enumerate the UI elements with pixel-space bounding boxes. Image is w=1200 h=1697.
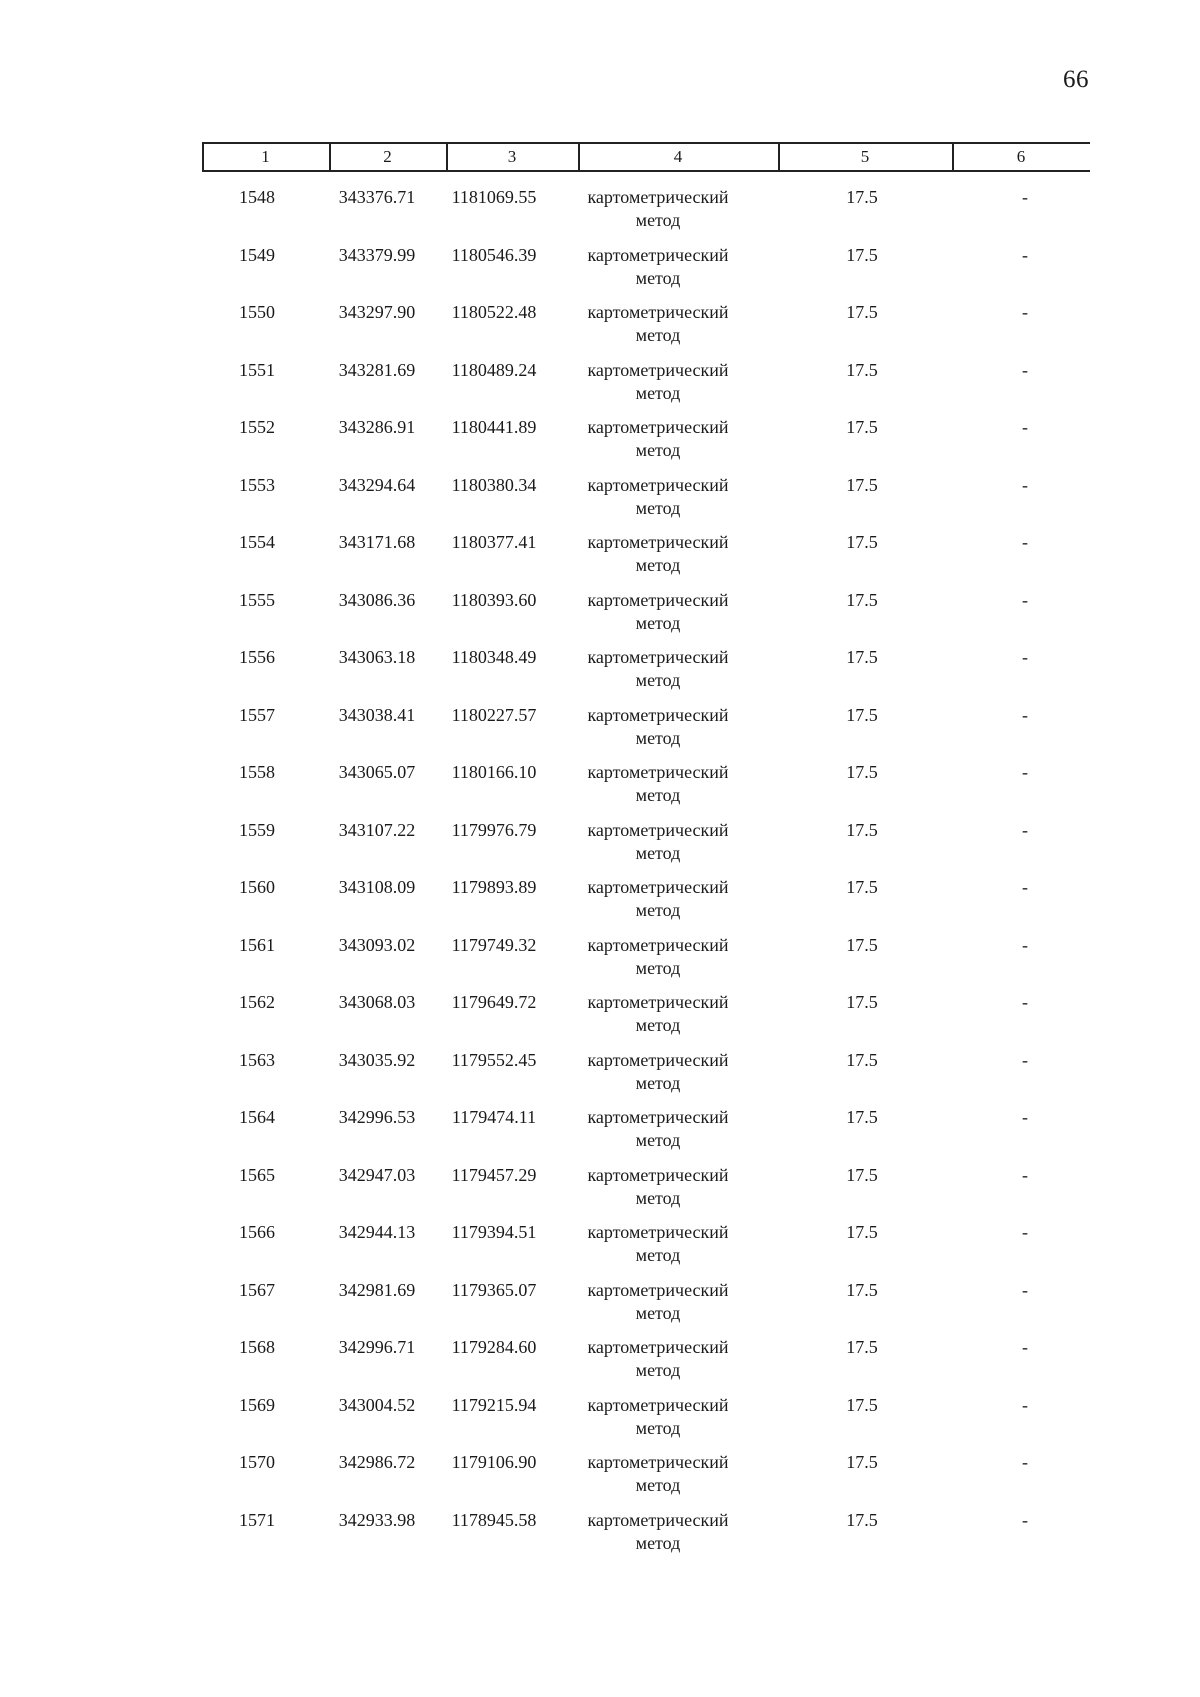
method-line-1: картометрический bbox=[587, 704, 729, 725]
accuracy-value: 17.5 bbox=[846, 1394, 878, 1415]
point-number: 1555 bbox=[239, 589, 275, 610]
note-value: - bbox=[1022, 1222, 1028, 1242]
table-row bbox=[202, 1221, 1090, 1279]
point-number: 1569 bbox=[239, 1394, 275, 1415]
note-value: - bbox=[1022, 934, 1028, 955]
method-line-2: метод bbox=[635, 670, 681, 690]
method-line-2: метод bbox=[635, 785, 681, 805]
point-number: 1550 bbox=[239, 302, 275, 322]
method-line-2: метод bbox=[635, 1072, 681, 1093]
method-cell bbox=[578, 301, 738, 347]
point-number: 1556 bbox=[239, 647, 275, 667]
method-cell bbox=[578, 1451, 738, 1497]
accuracy-value: 17.5 bbox=[846, 187, 878, 207]
accuracy-value: 17.5 bbox=[846, 474, 878, 495]
table-row bbox=[202, 991, 1090, 1049]
table-row bbox=[202, 474, 1090, 532]
accuracy-value: 17.5 bbox=[846, 1452, 878, 1472]
point-number: 1551 bbox=[239, 359, 275, 380]
coordinate-y: 1179474.11 bbox=[451, 1107, 537, 1127]
note-value: - bbox=[1022, 244, 1028, 265]
point-number: 1553 bbox=[239, 474, 275, 495]
method-line-2: метод bbox=[635, 1015, 681, 1035]
method-line-2: метод bbox=[635, 267, 681, 288]
method-line-1: картометрический bbox=[587, 187, 729, 207]
coordinate-x: 342981.69 bbox=[338, 1279, 416, 1300]
coordinate-x: 343281.69 bbox=[338, 359, 416, 380]
coordinate-y: 1179215.94 bbox=[451, 1394, 537, 1415]
method-cell bbox=[578, 761, 738, 807]
coordinate-x: 343068.03 bbox=[338, 992, 416, 1012]
table-row bbox=[202, 646, 1090, 704]
coordinate-x: 343376.71 bbox=[338, 187, 416, 207]
note-value: - bbox=[1022, 1394, 1028, 1415]
note-value: - bbox=[1022, 1509, 1028, 1530]
coordinate-y: 1180489.24 bbox=[451, 359, 537, 380]
point-number: 1568 bbox=[239, 1337, 275, 1357]
point-number: 1561 bbox=[239, 934, 275, 955]
coordinate-y: 1180380.34 bbox=[451, 474, 537, 495]
accuracy-value: 17.5 bbox=[846, 1279, 878, 1300]
coordinate-x: 343065.07 bbox=[338, 762, 416, 782]
coordinate-y: 1179106.90 bbox=[451, 1452, 537, 1472]
method-line-1: картометрический bbox=[587, 244, 729, 265]
table-row bbox=[202, 244, 1090, 302]
coordinate-x: 343294.64 bbox=[338, 474, 416, 495]
method-line-2: метод bbox=[635, 1475, 681, 1495]
coordinate-x: 342933.98 bbox=[338, 1509, 416, 1530]
method-line-1: картометрический bbox=[587, 992, 729, 1012]
header-col-1: 1 bbox=[261, 147, 270, 166]
method-line-2: метод bbox=[635, 497, 681, 518]
note-value: - bbox=[1022, 647, 1028, 667]
table-row bbox=[202, 819, 1090, 877]
table-row bbox=[202, 1049, 1090, 1107]
table-row bbox=[202, 934, 1090, 992]
method-line-1: картометрический bbox=[587, 1049, 729, 1070]
method-line-2: метод bbox=[635, 900, 681, 920]
header-col-5: 5 bbox=[860, 147, 870, 166]
method-line-1: картометрический bbox=[587, 762, 729, 782]
method-line-1: картометрический bbox=[587, 474, 729, 495]
coordinate-y: 1179976.79 bbox=[451, 819, 537, 840]
table-row bbox=[202, 1279, 1090, 1337]
coordinate-y: 1179457.29 bbox=[451, 1164, 537, 1185]
coordinate-x: 343093.02 bbox=[338, 934, 416, 955]
coordinate-x: 343063.18 bbox=[338, 647, 416, 667]
note-value: - bbox=[1022, 877, 1028, 897]
coordinate-y: 1181069.55 bbox=[451, 187, 537, 207]
table-row bbox=[202, 1394, 1090, 1452]
method-cell bbox=[578, 186, 738, 232]
point-number: 1562 bbox=[239, 992, 275, 1012]
method-line-2: метод bbox=[635, 1532, 681, 1553]
method-cell bbox=[578, 474, 738, 520]
note-value: - bbox=[1022, 762, 1028, 782]
method-cell bbox=[578, 416, 738, 462]
coordinate-y: 1180441.89 bbox=[451, 417, 537, 437]
point-number: 1557 bbox=[239, 704, 275, 725]
point-number: 1552 bbox=[239, 417, 275, 437]
note-value: - bbox=[1022, 1049, 1028, 1070]
note-value: - bbox=[1022, 187, 1028, 207]
note-value: - bbox=[1022, 704, 1028, 725]
coordinate-y: 1179749.32 bbox=[451, 934, 537, 955]
point-number: 1563 bbox=[239, 1049, 275, 1070]
method-line-2: метод bbox=[635, 842, 681, 863]
point-number: 1560 bbox=[239, 877, 275, 897]
method-line-1: картометрический bbox=[587, 1222, 729, 1242]
coordinate-y: 1179365.07 bbox=[451, 1279, 537, 1300]
point-number: 1559 bbox=[239, 819, 275, 840]
method-line-1: картометрический bbox=[587, 1509, 729, 1530]
coordinate-x: 342947.03 bbox=[338, 1164, 416, 1185]
accuracy-value: 17.5 bbox=[846, 359, 878, 380]
note-value: - bbox=[1022, 532, 1028, 552]
method-line-1: картометрический bbox=[587, 1164, 729, 1185]
note-value: - bbox=[1022, 1337, 1028, 1357]
method-line-2: метод bbox=[635, 612, 681, 633]
method-cell bbox=[578, 934, 738, 980]
method-line-2: метод bbox=[635, 210, 681, 230]
accuracy-value: 17.5 bbox=[846, 704, 878, 725]
method-cell bbox=[578, 1164, 738, 1210]
accuracy-value: 17.5 bbox=[846, 1222, 878, 1242]
point-number: 1566 bbox=[239, 1222, 275, 1242]
method-line-2: метод bbox=[635, 555, 681, 575]
accuracy-value: 17.5 bbox=[846, 647, 878, 667]
method-line-2: метод bbox=[635, 1245, 681, 1265]
method-cell bbox=[578, 1394, 738, 1440]
method-cell bbox=[578, 1336, 738, 1382]
method-line-2: метод bbox=[635, 727, 681, 748]
point-number: 1570 bbox=[239, 1452, 275, 1472]
coordinate-y: 1180348.49 bbox=[451, 647, 537, 667]
header-col-2: 2 bbox=[383, 147, 392, 166]
coordinate-y: 1178945.58 bbox=[451, 1509, 537, 1530]
method-cell bbox=[578, 646, 738, 692]
note-value: - bbox=[1022, 992, 1028, 1012]
method-cell bbox=[578, 1049, 738, 1095]
table-row bbox=[202, 186, 1090, 244]
method-line-1: картометрический bbox=[587, 1452, 729, 1472]
note-value: - bbox=[1022, 819, 1028, 840]
accuracy-value: 17.5 bbox=[846, 1107, 878, 1127]
accuracy-value: 17.5 bbox=[846, 589, 878, 610]
method-line-2: метод bbox=[635, 1360, 681, 1380]
accuracy-value: 17.5 bbox=[846, 934, 878, 955]
method-cell bbox=[578, 1509, 738, 1555]
accuracy-value: 17.5 bbox=[846, 532, 878, 552]
table-row bbox=[202, 301, 1090, 359]
method-cell bbox=[578, 991, 738, 1037]
method-cell bbox=[578, 876, 738, 922]
coordinate-y: 1180393.60 bbox=[451, 589, 537, 610]
point-number: 1567 bbox=[239, 1279, 275, 1300]
method-cell bbox=[578, 1106, 738, 1152]
page-number: 66 bbox=[1063, 66, 1089, 93]
method-line-1: картометрический bbox=[587, 1394, 729, 1415]
coordinate-x: 343035.92 bbox=[338, 1049, 416, 1070]
coordinate-x: 343379.99 bbox=[338, 244, 416, 265]
method-line-1: картометрический bbox=[587, 417, 729, 437]
accuracy-value: 17.5 bbox=[846, 417, 878, 437]
method-line-2: метод bbox=[635, 1187, 681, 1208]
table-row bbox=[202, 589, 1090, 647]
coordinate-x: 342996.71 bbox=[338, 1337, 416, 1357]
accuracy-value: 17.5 bbox=[846, 1509, 878, 1530]
coordinate-y: 1180522.48 bbox=[451, 302, 537, 322]
note-value: - bbox=[1022, 302, 1028, 322]
method-cell bbox=[578, 819, 738, 865]
accuracy-value: 17.5 bbox=[846, 877, 878, 897]
point-number: 1558 bbox=[239, 762, 275, 782]
coordinate-x: 343004.52 bbox=[338, 1394, 416, 1415]
header-col-4: 4 bbox=[673, 147, 683, 166]
accuracy-value: 17.5 bbox=[846, 244, 878, 265]
table-body bbox=[202, 186, 1090, 1566]
method-line-2: метод bbox=[635, 957, 681, 978]
header-col-3: 3 bbox=[507, 147, 517, 166]
table-row bbox=[202, 1509, 1090, 1567]
method-line-2: метод bbox=[635, 325, 681, 345]
table-row bbox=[202, 1106, 1090, 1164]
coordinate-x: 342996.53 bbox=[338, 1107, 416, 1127]
method-line-1: картометрический bbox=[587, 877, 729, 897]
coordinate-y: 1179394.51 bbox=[451, 1222, 537, 1242]
note-value: - bbox=[1022, 589, 1028, 610]
table-row bbox=[202, 416, 1090, 474]
method-line-1: картометрический bbox=[587, 1107, 729, 1127]
table-row bbox=[202, 761, 1090, 819]
method-cell bbox=[578, 1279, 738, 1325]
note-value: - bbox=[1022, 474, 1028, 495]
method-line-2: метод bbox=[635, 1130, 681, 1150]
accuracy-value: 17.5 bbox=[846, 762, 878, 782]
method-cell bbox=[578, 359, 738, 405]
method-line-1: картометрический bbox=[587, 934, 729, 955]
coordinate-y: 1180377.41 bbox=[451, 532, 537, 552]
coordinate-x: 342944.13 bbox=[338, 1222, 416, 1242]
method-line-1: картометрический bbox=[587, 647, 729, 667]
table-row bbox=[202, 1164, 1090, 1222]
note-value: - bbox=[1022, 1279, 1028, 1300]
method-line-2: метод bbox=[635, 1302, 681, 1323]
accuracy-value: 17.5 bbox=[846, 1164, 878, 1185]
method-line-1: картометрический bbox=[587, 589, 729, 610]
table-row bbox=[202, 359, 1090, 417]
coordinate-y: 1180546.39 bbox=[451, 244, 537, 265]
table-row bbox=[202, 1451, 1090, 1509]
method-cell bbox=[578, 589, 738, 635]
point-number: 1554 bbox=[239, 532, 275, 552]
method-cell bbox=[578, 1221, 738, 1267]
coordinate-x: 343086.36 bbox=[338, 589, 416, 610]
table-header-row bbox=[202, 142, 1090, 172]
point-number: 1565 bbox=[239, 1164, 275, 1185]
method-cell bbox=[578, 704, 738, 750]
method-line-1: картометрический bbox=[587, 1279, 729, 1300]
table-row bbox=[202, 876, 1090, 934]
method-line-1: картометрический bbox=[587, 359, 729, 380]
method-cell bbox=[578, 531, 738, 577]
point-number: 1548 bbox=[239, 187, 275, 207]
coordinates-table bbox=[202, 142, 1090, 1566]
point-number: 1571 bbox=[239, 1509, 275, 1530]
coordinate-y: 1179649.72 bbox=[451, 992, 537, 1012]
coordinate-x: 343107.22 bbox=[338, 819, 416, 840]
table-row bbox=[202, 531, 1090, 589]
note-value: - bbox=[1022, 417, 1028, 437]
note-value: - bbox=[1022, 359, 1028, 380]
note-value: - bbox=[1022, 1452, 1028, 1472]
coordinate-x: 343297.90 bbox=[338, 302, 416, 322]
method-line-1: картометрический bbox=[587, 302, 729, 322]
point-number: 1564 bbox=[239, 1107, 275, 1127]
point-number: 1549 bbox=[239, 244, 275, 265]
accuracy-value: 17.5 bbox=[846, 1049, 878, 1070]
table-row bbox=[202, 704, 1090, 762]
accuracy-value: 17.5 bbox=[846, 1337, 878, 1357]
method-line-2: метод bbox=[635, 440, 681, 460]
coordinate-x: 343038.41 bbox=[338, 704, 416, 725]
note-value: - bbox=[1022, 1164, 1028, 1185]
coordinate-x: 343171.68 bbox=[338, 532, 416, 552]
table-row bbox=[202, 1336, 1090, 1394]
coordinate-y: 1179552.45 bbox=[451, 1049, 537, 1070]
note-value: - bbox=[1022, 1107, 1028, 1127]
accuracy-value: 17.5 bbox=[846, 302, 878, 322]
accuracy-value: 17.5 bbox=[846, 819, 878, 840]
method-cell bbox=[578, 244, 738, 290]
method-line-1: картометрический bbox=[587, 1337, 729, 1357]
header-col-6: 6 bbox=[1016, 147, 1026, 166]
method-line-1: картометрический bbox=[587, 532, 729, 552]
method-line-2: метод bbox=[635, 1417, 681, 1438]
coordinate-y: 1180227.57 bbox=[451, 704, 537, 725]
accuracy-value: 17.5 bbox=[846, 992, 878, 1012]
coordinate-y: 1179893.89 bbox=[451, 877, 537, 897]
coordinate-x: 343286.91 bbox=[338, 417, 416, 437]
coordinate-y: 1180166.10 bbox=[451, 762, 537, 782]
coordinate-x: 342986.72 bbox=[338, 1452, 416, 1472]
coordinate-x: 343108.09 bbox=[338, 877, 416, 897]
coordinate-y: 1179284.60 bbox=[451, 1337, 537, 1357]
method-line-2: метод bbox=[635, 382, 681, 403]
method-line-1: картометрический bbox=[587, 819, 729, 840]
